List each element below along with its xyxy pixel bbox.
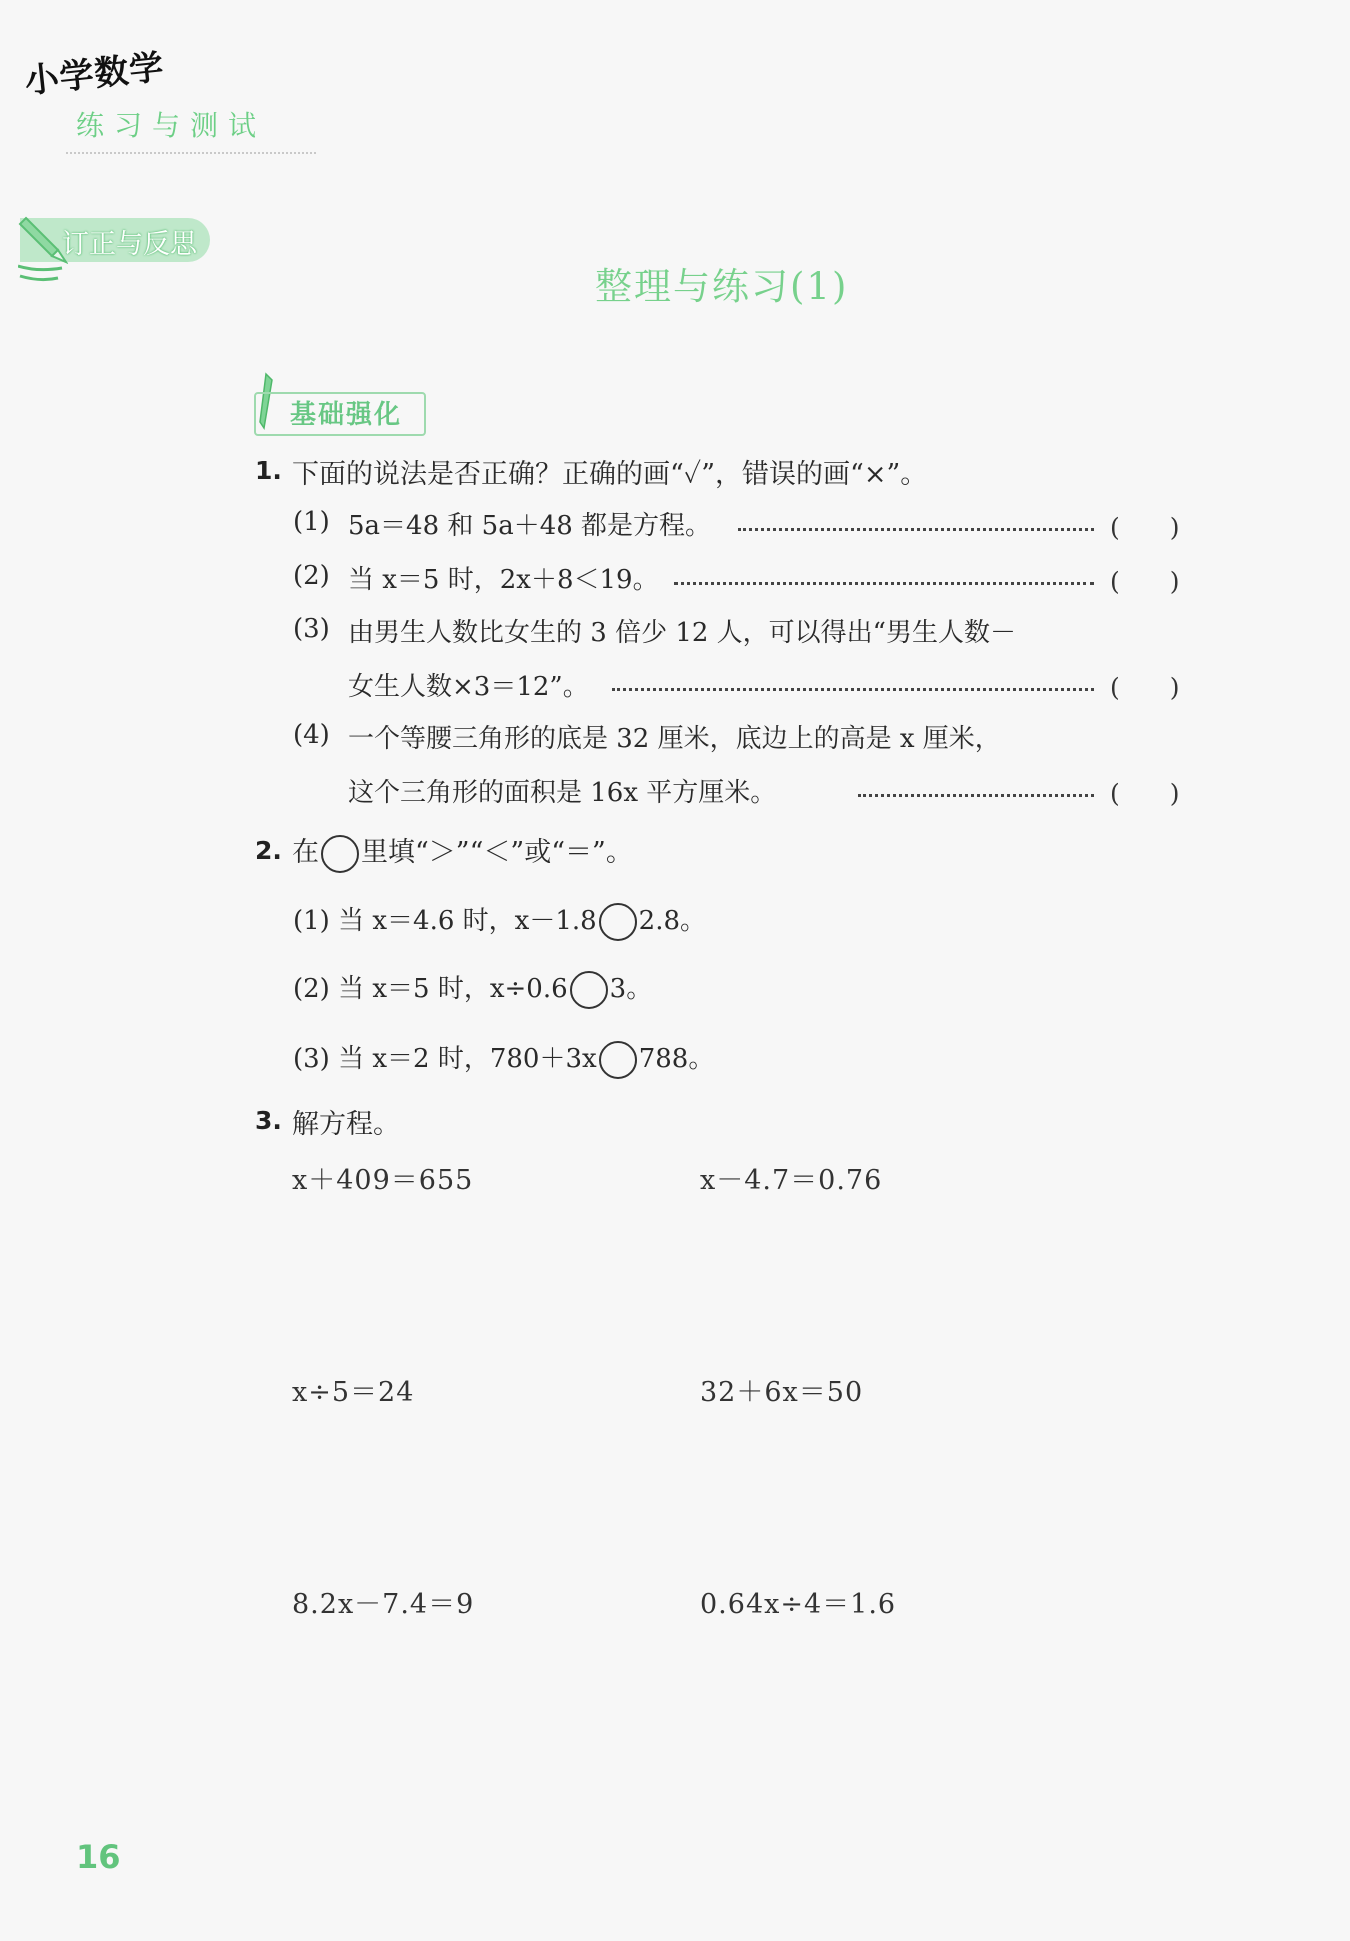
correction-tag-label: 订正与反思 [62, 229, 197, 260]
leader-dots [674, 582, 1094, 585]
q2-item-2 [293, 968, 652, 1009]
series-subtitle: 练习与测试 [76, 109, 267, 142]
answer-circle[interactable] [599, 903, 637, 941]
question-3-stem: 解方程。 [292, 1109, 400, 1140]
leader-dots [858, 794, 1094, 797]
q1-item-2-text: 当 x＝5 时，2x＋8＜19。 [348, 565, 659, 595]
q2-item-2-left: 当 x＝5 时，x÷0.6 [338, 974, 568, 1004]
answer-circle[interactable] [570, 971, 608, 1009]
pencil-icon [18, 212, 68, 282]
equation: x＋409＝655 [292, 1165, 474, 1196]
q1-item-4-text: 一个等腰三角形的底是 32 厘米，底边上的高是 x 厘米， [348, 724, 1001, 754]
q1-item-3-text: 由男生人数比女生的 3 倍少 12 人，可以得出“男生人数－ [348, 618, 1016, 648]
page-title: 整理与练习(1) [595, 265, 849, 308]
q2-item-2-label: (2) [293, 974, 330, 1004]
q2-item-1-left: 当 x＝4.6 时，x－1.8 [338, 906, 597, 936]
answer-blank[interactable]: ( ) [1110, 567, 1180, 596]
leader-dots [738, 528, 1094, 531]
q1-item-1-label: (1) [293, 507, 330, 537]
answer-blank[interactable]: ( ) [1110, 779, 1180, 808]
subtitle-divider [66, 152, 316, 154]
q1-item-3-text-continued: 女生人数×3＝12”。 [348, 672, 589, 702]
question-2-stem-b: 里填“＞”“＜”或“＝”。 [361, 837, 633, 868]
q2-item-1-label: (1) [293, 906, 330, 936]
question-2-stem-a: 在 [292, 837, 319, 868]
q1-item-4-label: (4) [293, 720, 330, 750]
question-3-number: 3. [255, 1106, 282, 1135]
q2-item-3-right: 788。 [638, 1044, 715, 1074]
q1-item-1-text: 5a＝48 和 5a＋48 都是方程。 [348, 511, 712, 541]
question-1-stem: 下面的说法是否正确？正确的画“✓”，错误的画“×”。 [292, 459, 928, 490]
q2-item-3-left: 当 x＝2 时，780＋3x [338, 1044, 597, 1074]
question-2-stem [292, 830, 633, 873]
series-brand: 小学数学 [22, 47, 167, 102]
equation: x÷5＝24 [292, 1377, 415, 1408]
equation: 32＋6x＝50 [700, 1377, 864, 1408]
equation: x－4.7＝0.76 [700, 1165, 883, 1196]
equation: 8.2x－7.4＝9 [292, 1589, 475, 1620]
q1-item-4-text-continued: 这个三角形的面积是 16x 平方厘米。 [348, 778, 777, 808]
q2-item-1-right: 2.8。 [638, 906, 707, 936]
leader-dots [612, 688, 1094, 691]
answer-circle[interactable] [599, 1041, 637, 1079]
page-number: 16 [76, 1838, 121, 1876]
q2-item-2-right: 3。 [609, 974, 653, 1004]
q1-item-2-label: (2) [293, 561, 330, 591]
answer-blank[interactable]: ( ) [1110, 673, 1180, 702]
answer-blank[interactable]: ( ) [1110, 513, 1180, 542]
q2-item-3 [293, 1038, 714, 1079]
q2-item-1 [293, 900, 706, 941]
q2-item-3-label: (3) [293, 1044, 330, 1074]
question-1-number: 1. [255, 456, 282, 485]
circle-placeholder [321, 835, 359, 873]
q1-item-3-label: (3) [293, 614, 330, 644]
question-2-number: 2. [255, 836, 282, 865]
equation: 0.64x÷4＝1.6 [700, 1589, 897, 1620]
section-label: 基础强化 [290, 400, 403, 430]
